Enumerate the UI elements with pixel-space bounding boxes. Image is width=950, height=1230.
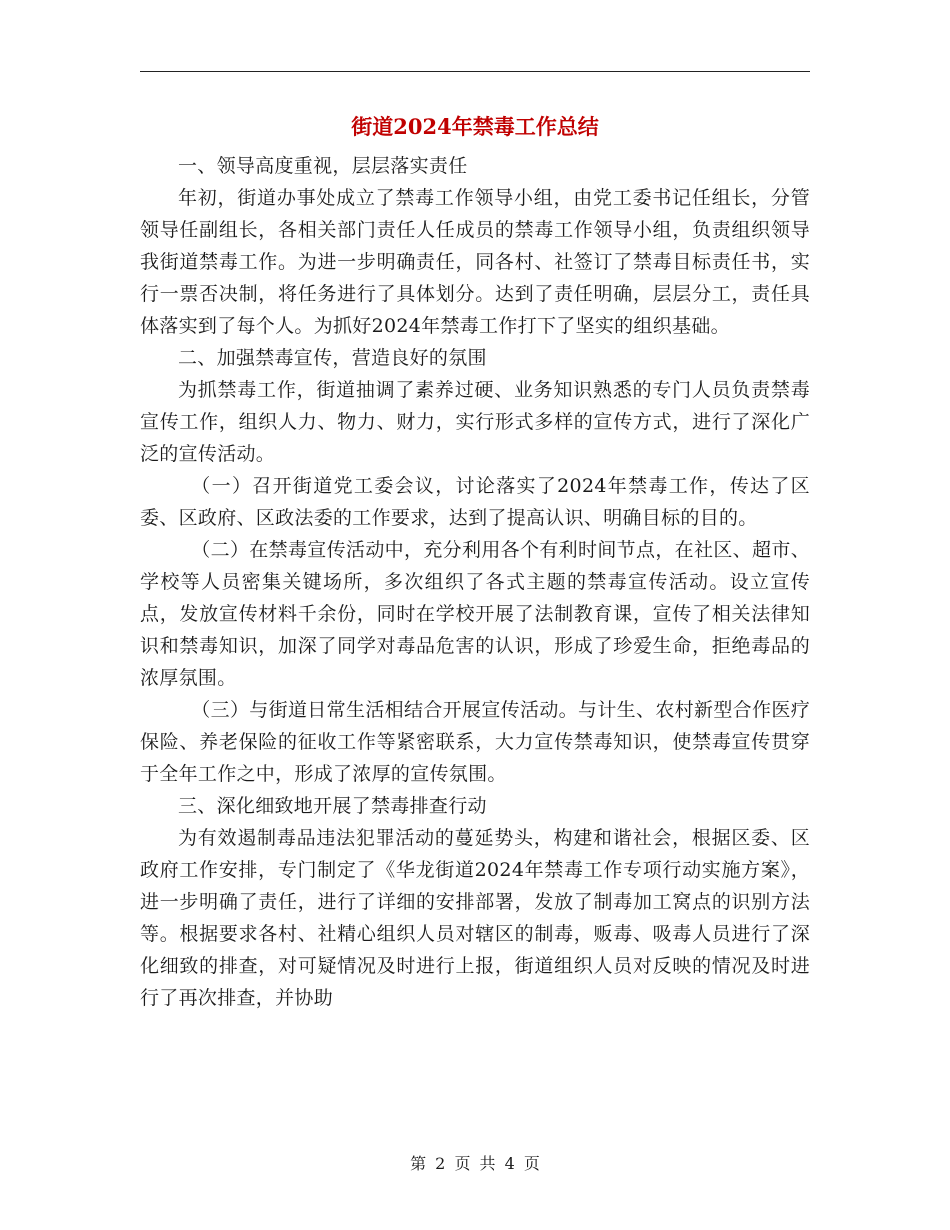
page-number: 第 2 页 共 4 页 [410,1154,540,1173]
paragraph-2: 为抓禁毒工作，街道抽调了素养过硬、业务知识熟悉的专门人员负责禁毒宣传工作，组织人力、物力、财力，实行形式多样的宣传方式，进行了深化广泛的宣传活动。 [140,379,810,465]
paragraph-item-2: （二）在禁毒宣传活动中，充分利用各个有利时间节点，在社区、超市、学校等人员密集关键场所，多次组织了各式主题的禁毒宣传活动。设立宣传点，发放宣传材料千余份，同时在学校开展了法制教育课，宣传了相关法律知识和禁毒知识，加深了同学对毒品危害的认识，形成了珍爱生命，拒绝毒品的浓厚氛围。 [140,539,810,689]
section-heading-3: 三、深化细致地开展了禁毒排查行动 [178,795,487,817]
paragraph-1: 年初，街道办事处成立了禁毒工作领导小组，由党工委书记任组长，分管领导任副组长，各相关部门责任人任成员的禁毒工作领导小组，负责组织领导我街道禁毒工作。为进一步明确责任，同各村、社签订了禁毒目标责任书，实行一票否决制，将任务进行了具体划分。达到了责任明确，层层分工，责任具体落实到了每个人。为抓好2024年禁毒工作打下了坚实的组织基础。 [140,187,810,337]
section-heading-2: 二、加强禁毒宣传，营造良好的氛围 [178,347,487,369]
document-title: 街道2024年禁毒工作总结 [351,114,599,139]
paragraph-item-3: （三）与街道日常生活相结合开展宣传活动。与计生、农村新型合作医疗保险、养老保险的征收工作等紧密联系，大力宣传禁毒知识，使禁毒宣传贯穿于全年工作之中，形成了浓厚的宣传氛围。 [140,699,810,785]
paragraph-item-1: （一）召开街道党工委会议，讨论落实了2024年禁毒工作，传达了区委、区政府、区政法委的工作要求，达到了提高认识、明确目标的目的。 [140,475,810,529]
paragraph-3: 为有效遏制毒品违法犯罪活动的蔓延势头，构建和谐社会，根据区委、区政府工作安排，专门制定了《华龙街道2024年禁毒工作专项行动实施方案》，进一步明确了责任，进行了详细的安排部署，发放了制毒加工窝点的识别方法等。根据要求各村、社精心组织人员对辖区的制毒，贩毒、吸毒人员进行了深化细致的排查，对可疑情况及时进行上报，街道组织人员对反映的情况及时进行了再次排查，并协助 [140,827,810,1009]
section-heading-1: 一、领导高度重视，层层落实责任 [178,155,468,177]
header-rule [140,71,810,72]
document-body [140,150,810,1014]
